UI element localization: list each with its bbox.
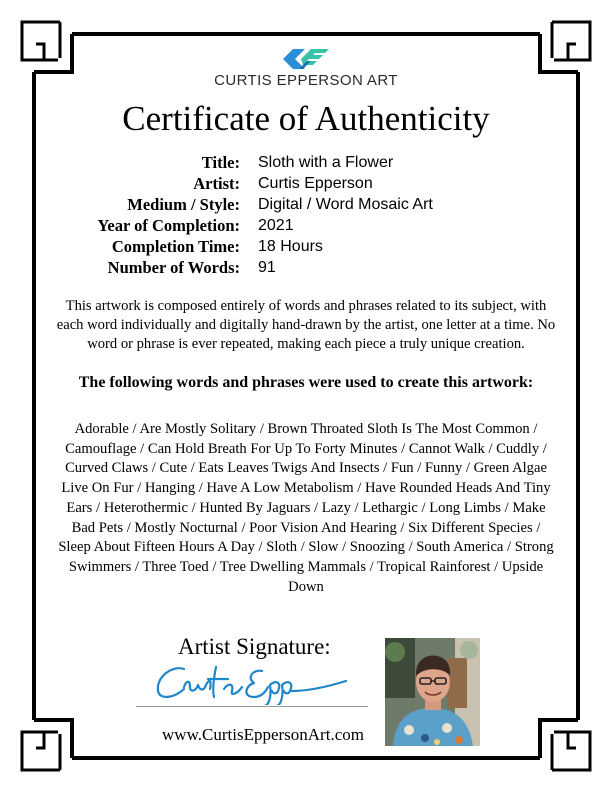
ce-logo-icon [279, 48, 333, 70]
detail-row-title [0, 152, 612, 173]
detail-label: Completion Time: [111, 237, 240, 256]
detail-value: 18 Hours [258, 238, 323, 255]
detail-label: Artist: [193, 174, 240, 193]
signature-line [136, 706, 368, 707]
corner-ornament-bottom-right [552, 732, 590, 770]
words-heading: The following words and phrases were used to create this artwork: [78, 374, 534, 391]
detail-value: 91 [258, 259, 276, 276]
brand-name: CURTIS EPPERSON ART [214, 72, 398, 89]
artist-photo [385, 638, 480, 746]
signature-label: Artist Signature: [178, 634, 331, 659]
detail-value: Sloth with a Flower [258, 154, 394, 171]
detail-label: Medium / Style: [127, 195, 240, 214]
detail-value: Curtis Epperson [258, 175, 373, 192]
detail-row-completion-time [0, 236, 612, 257]
detail-label: Title: [201, 153, 240, 172]
words-list: Adorable / Are Mostly Solitary / Brown Throated Sloth Is The Most Common / Camouflage / Can Hold Breath For Up To Forty Minutes / Cannot Walk / Cuddly / Curved Claws / Cute / Eats Leaves Twigs And Insects / Fun / Funny / Green Algae Live On Fur / Hanging / Have A Low Metabolism / Have Rounded Heads And Tiny Ears / Heterothermic / Hunted By Jaguars / Lazy / Lethargic / Long Limbs / Make Bad Pets / Mostly Nocturnal / Poor Vision And Hearing / Six Different Species / Sleep About Fifteen Hours A Day / Sloth / Slow / Snoozing / South America / Strong Swimmers / Three Toed / Tree Dwelling Mammals / Tropical Rainforest / Upside Down [58, 421, 554, 595]
website-url: www.CurtisEppersonArt.com [162, 725, 364, 744]
handwritten-signature [150, 661, 350, 705]
corner-ornament-bottom-left [22, 732, 60, 770]
certificate-title: Certificate of Authenticity [122, 99, 490, 138]
detail-row-word-count [0, 257, 612, 278]
detail-label: Year of Completion: [97, 216, 240, 235]
detail-label: Number of Words: [107, 258, 240, 277]
detail-value: Digital / Word Mosaic Art [258, 196, 433, 213]
brand-logo [0, 48, 612, 89]
detail-row-artist [0, 173, 612, 194]
description-paragraph: This artwork is composed entirely of words and phrases related to its subject, with each word individually and digitally hand-drawn by the artist, one letter at a time. No word or phrase is ever repeated, making each piece a truly unique creation. [56, 298, 556, 352]
detail-row-year [0, 215, 612, 236]
detail-value: 2021 [258, 217, 294, 234]
detail-row-medium [0, 194, 612, 215]
